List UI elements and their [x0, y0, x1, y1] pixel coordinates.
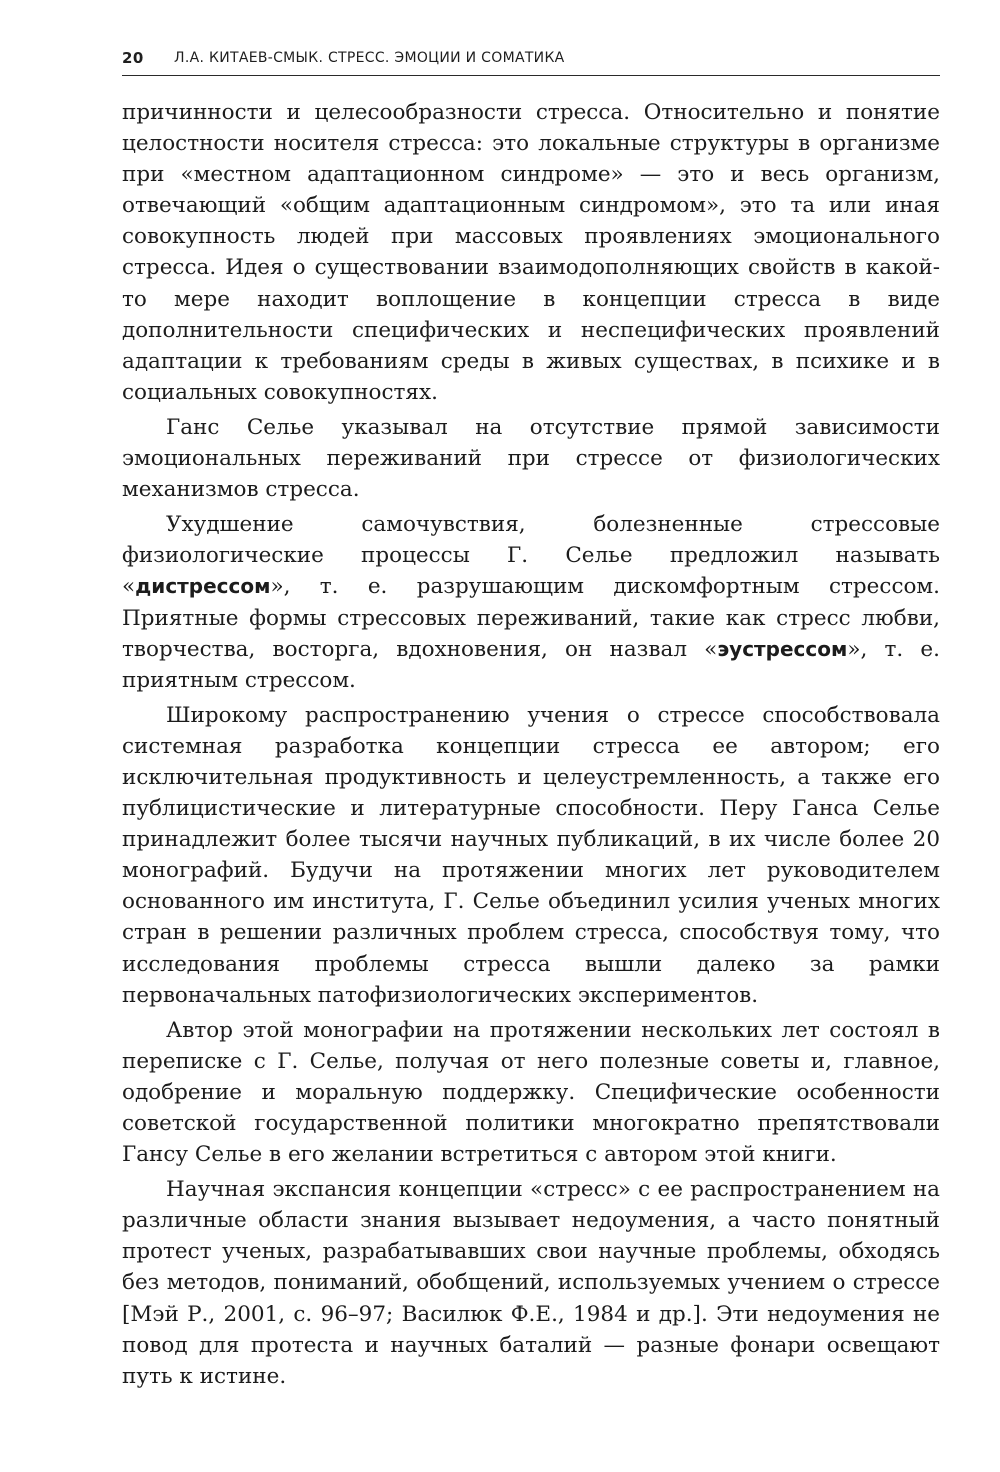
paragraph-text-segment: », т. е. приятным стрессом. [122, 636, 940, 693]
running-title: Л.А. КИТАЕВ-СМЫК. СТРЕСС. ЭМОЦИИ И СОМАТИКА [174, 50, 565, 66]
paragraph-selye-independence: Ганс Селье указывал на отсутствие прямой зависимости эмоциональных переживаний при стрессе от физиологических механизмов стресса. [122, 414, 940, 503]
paragraph-continuation: причинности и целесообразности стресса. Относительно и понятие целостности носителя стресса: это локальные структуры в организме при «местном адаптационном синдроме» — это и весь организм, отвечающий «общим адаптационным синдромом», это та или иная совокупность людей при массовых проявлениях эмоционального стресса. Идея о существовании взаимодополняющих свойств в какой-то мере находит воплощение в концепции стресса в виде дополнительности специфических и неспецифических проявлений адаптации к требованиям среды в живых существах, в психике и в социальных совокупностях. [122, 100, 940, 405]
page-header [122, 44, 940, 76]
term-distress: дистрессом [135, 574, 271, 599]
paragraph-author-correspondence: Автор этой монографии на протяжении нескольких лет состоял в переписке с Г. Селье, получая от него полезные советы и, главное, одобрение и моральную поддержку. Специфические особенности советской государственной политики многократно препятствовали Гансу Селье в его желании встретиться с автором этой книги. [122, 1017, 940, 1168]
page-number: 20 [122, 49, 144, 67]
body-text [122, 97, 940, 1396]
paragraph-selye-legacy: Широкому распространению учения о стрессе способствовала системная разработка концепции стресса ее автором; его исключительная продуктивность и целеустремленность, а также его публицистические и литературные способности. Перу Ганса Селье принадлежит более тысячи научных публикаций, в их числе более 20 монографий. Будучи на протяжении многих лет руководителем основанного им института, Г. Селье объединил усилия ученых многих стран в решении различных проблем стресса, способствуя тому, что исследования проблемы стресса вышли далеко за рамки первоначальных патофизиологических экспериментов. [122, 702, 940, 1008]
paragraph-text-segment: », т. е. разрушающим дискомфортным стрессом. Приятные формы стрессовых переживаний, такие как стресс любви, творчества, восторга, вдохновения, он назвал « [122, 574, 940, 662]
term-eustress: эустрессом [717, 636, 848, 661]
paragraph-text-segment: Ухудшение самочувствия, болезненные стрессовые физиологические процессы Г. Селье предложил называть « [122, 512, 940, 600]
paragraph-distress-eustress [122, 509, 940, 696]
paragraph-scientific-expansion: Научная экспансия концепции «стресс» с ее распространением на различные области знания вызывает недоумения, а часто понятный протест ученых, разрабатывавших свои научные проблемы, обходясь без методов, пониманий, обобщений, используемых учением о стрессе [Мэй Р., 2001, с. 96–97; Василюк Ф.Е., 1984 и др.]. Эти недоумения не повод для протеста и научных баталий — разные фонари освещают путь к истине. [122, 1177, 940, 1389]
